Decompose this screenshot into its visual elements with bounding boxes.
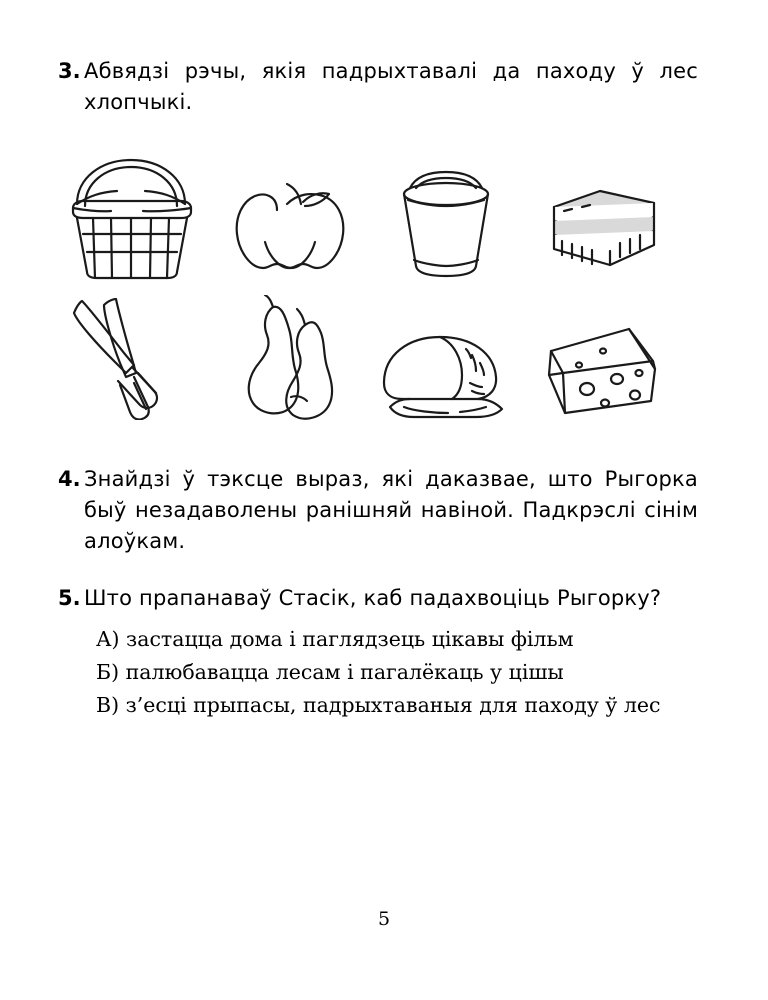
cheese-illustration[interactable] bbox=[528, 280, 678, 420]
answer-option-a[interactable]: А) застацца дома і паглядзець цікавы фільм bbox=[96, 627, 574, 651]
page-content bbox=[58, 56, 698, 725]
exercise-5-number: 5. bbox=[58, 586, 81, 610]
knives-illustration[interactable] bbox=[58, 280, 208, 420]
page-number: 5 bbox=[377, 908, 391, 930]
exercise-3-text: Абвядзі рэчы, якія падрыхтавалі да паходу ў лес хлопчыкі. bbox=[84, 59, 698, 114]
exercise-3 bbox=[58, 56, 698, 118]
answer-option-c[interactable]: В) з’есці прыпасы, падрыхтаваныя для паходу ў лес bbox=[96, 693, 661, 717]
picture-grid bbox=[58, 140, 678, 420]
exercise-4-text: Знайдзі ў тэксце выраз, які даказвае, што Рыгорка быў незадаволены ранішняй навіной. Падкрэслі сінім алоўкам. bbox=[84, 467, 698, 553]
bucket-illustration[interactable] bbox=[371, 140, 521, 280]
apples-illustration[interactable] bbox=[215, 140, 365, 280]
exercise-4-number: 4. bbox=[58, 467, 81, 491]
answer-options bbox=[58, 624, 698, 721]
pears-illustration[interactable] bbox=[215, 280, 365, 420]
exercise-5-text: Што прапанаваў Стасік, каб падахвоціць Рыгорку? bbox=[84, 586, 662, 610]
picture-row-2 bbox=[58, 280, 678, 420]
towels-illustration[interactable] bbox=[528, 140, 678, 280]
exercise-3-number: 3. bbox=[58, 59, 81, 83]
basket-illustration[interactable] bbox=[58, 140, 208, 280]
answer-option-b[interactable]: Б) палюбавацца лесам і пагалёкаць у цішы bbox=[96, 660, 564, 684]
picture-row-1 bbox=[58, 140, 678, 280]
exercise-4 bbox=[58, 464, 698, 557]
exercise-5 bbox=[58, 583, 698, 721]
bread-illustration[interactable] bbox=[371, 280, 521, 420]
